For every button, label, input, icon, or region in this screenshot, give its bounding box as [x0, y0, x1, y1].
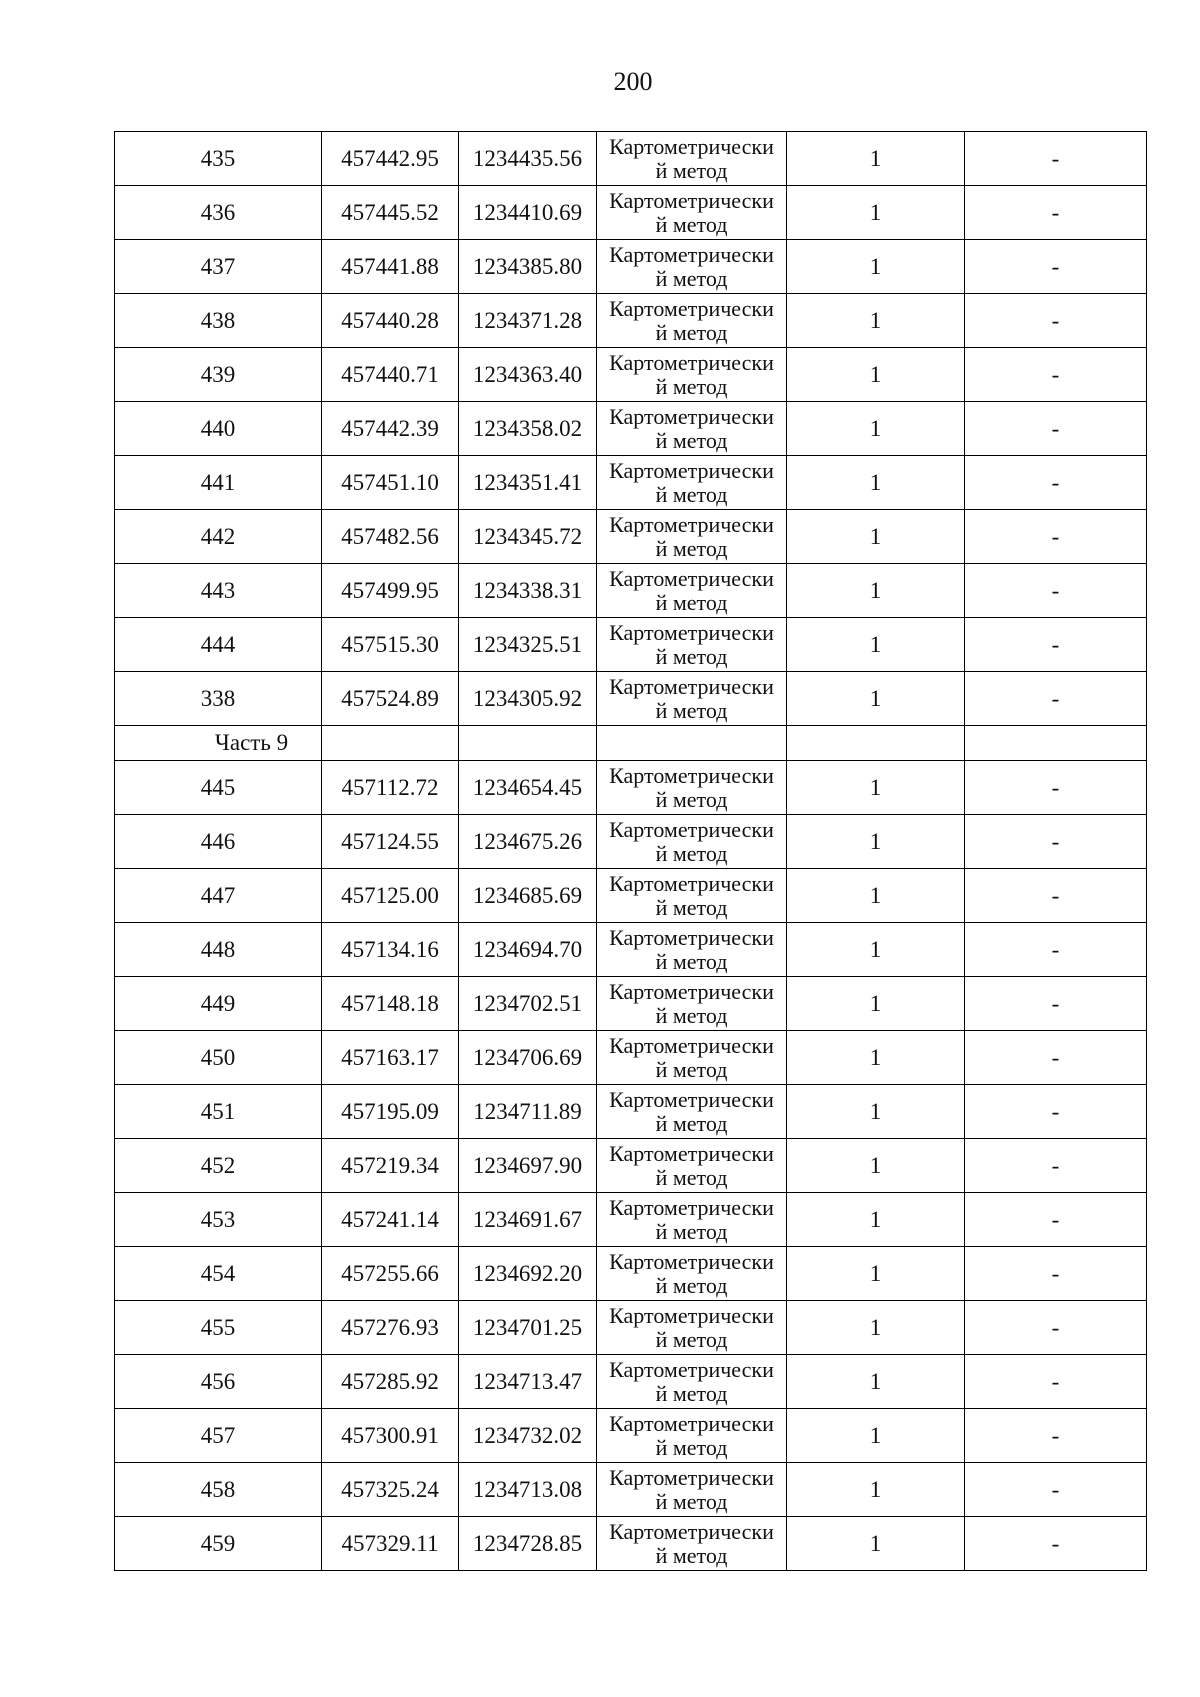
- point-number-cell: 443: [115, 564, 322, 618]
- method-cell: [597, 1139, 787, 1193]
- note-cell: -: [965, 186, 1147, 240]
- note-cell: -: [965, 1031, 1147, 1085]
- table-row: [115, 869, 1147, 923]
- method-cell: [597, 618, 787, 672]
- accuracy-cell: 1: [787, 1031, 965, 1085]
- method-text-line: й метод: [655, 1542, 728, 1568]
- accuracy-cell: 1: [787, 923, 965, 977]
- accuracy-cell: 1: [787, 869, 965, 923]
- accuracy-cell: 1: [787, 132, 965, 186]
- accuracy-cell: 1: [787, 240, 965, 294]
- point-number-cell: 445: [115, 761, 322, 815]
- note-cell: -: [965, 564, 1147, 618]
- method-text-line: Картометрически: [609, 511, 774, 537]
- y-coordinate-cell: 1234654.45: [459, 761, 597, 815]
- point-number-cell: 454: [115, 1247, 322, 1301]
- method-text-line: Картометрически: [609, 1518, 774, 1544]
- method-cell: [597, 1301, 787, 1355]
- point-number-cell: 437: [115, 240, 322, 294]
- method-text-line: й метод: [655, 211, 728, 237]
- table-row: [115, 1085, 1147, 1139]
- accuracy-cell: 1: [787, 1517, 965, 1571]
- method-text-line: й метод: [655, 1002, 728, 1028]
- method-text-line: Картометрически: [609, 978, 774, 1004]
- note-cell: -: [965, 1517, 1147, 1571]
- accuracy-cell: 1: [787, 1139, 965, 1193]
- method-cell: [597, 1085, 787, 1139]
- accuracy-cell: 1: [787, 1085, 965, 1139]
- x-coordinate-cell: 457441.88: [322, 240, 459, 294]
- method-text-line: Картометрически: [609, 1464, 774, 1490]
- method-text-line: й метод: [655, 1272, 728, 1298]
- accuracy-cell: 1: [787, 564, 965, 618]
- table-row: [115, 1409, 1147, 1463]
- point-number-cell: 449: [115, 977, 322, 1031]
- x-coordinate-cell: 457482.56: [322, 510, 459, 564]
- method-text-line: й метод: [655, 427, 728, 453]
- note-cell: -: [965, 1085, 1147, 1139]
- x-coordinate-cell: 457325.24: [322, 1463, 459, 1517]
- method-text-line: Картометрически: [609, 1248, 774, 1274]
- table-row: [115, 672, 1147, 726]
- method-text-line: й метод: [655, 1110, 728, 1136]
- method-cell: [597, 294, 787, 348]
- x-coordinate-cell: 457134.16: [322, 923, 459, 977]
- method-cell: [597, 923, 787, 977]
- accuracy-cell: 1: [787, 977, 965, 1031]
- coordinates-table-body: [115, 132, 1147, 1571]
- x-coordinate-cell: 457524.89: [322, 672, 459, 726]
- point-number-cell: 451: [115, 1085, 322, 1139]
- point-number-cell: 436: [115, 186, 322, 240]
- y-coordinate-cell: 1234701.25: [459, 1301, 597, 1355]
- y-coordinate-cell: 1234685.69: [459, 869, 597, 923]
- table-row: [115, 761, 1147, 815]
- x-coordinate-cell: 457125.00: [322, 869, 459, 923]
- point-number-cell: 338: [115, 672, 322, 726]
- method-cell: [597, 564, 787, 618]
- note-cell: -: [965, 1193, 1147, 1247]
- table-row: [115, 186, 1147, 240]
- note-cell: -: [965, 869, 1147, 923]
- page-number: 200: [613, 67, 653, 96]
- x-coordinate-cell: 457442.95: [322, 132, 459, 186]
- note-cell: -: [965, 132, 1147, 186]
- table-row: [115, 923, 1147, 977]
- y-coordinate-cell: 1234338.31: [459, 564, 597, 618]
- method-text-line: Картометрически: [609, 816, 774, 842]
- x-coordinate-cell: 457442.39: [322, 402, 459, 456]
- table-row: [115, 1193, 1147, 1247]
- empty-cell: [597, 726, 787, 761]
- point-number-cell: 459: [115, 1517, 322, 1571]
- table-row: [115, 294, 1147, 348]
- point-number-cell: 440: [115, 402, 322, 456]
- x-coordinate-cell: 457124.55: [322, 815, 459, 869]
- x-coordinate-cell: 457112.72: [322, 761, 459, 815]
- method-text-line: й метод: [655, 1488, 728, 1514]
- y-coordinate-cell: 1234697.90: [459, 1139, 597, 1193]
- table-row: [115, 618, 1147, 672]
- x-coordinate-cell: 457440.71: [322, 348, 459, 402]
- y-coordinate-cell: 1234706.69: [459, 1031, 597, 1085]
- method-text-line: й метод: [655, 840, 728, 866]
- accuracy-cell: 1: [787, 456, 965, 510]
- note-cell: -: [965, 402, 1147, 456]
- method-text-line: Картометрически: [609, 762, 774, 788]
- y-coordinate-cell: 1234728.85: [459, 1517, 597, 1571]
- method-text-line: й метод: [655, 589, 728, 615]
- note-cell: -: [965, 672, 1147, 726]
- x-coordinate-cell: 457329.11: [322, 1517, 459, 1571]
- method-cell: [597, 1031, 787, 1085]
- method-cell: [597, 1463, 787, 1517]
- point-number-cell: 450: [115, 1031, 322, 1085]
- coordinates-table: [114, 131, 1147, 1571]
- point-number-cell: 446: [115, 815, 322, 869]
- table-row: [115, 1247, 1147, 1301]
- y-coordinate-cell: 1234410.69: [459, 186, 597, 240]
- table-row: [115, 348, 1147, 402]
- accuracy-cell: 1: [787, 348, 965, 402]
- section-label: Часть 9: [115, 726, 322, 761]
- point-number-cell: 456: [115, 1355, 322, 1409]
- method-text-line: Картометрически: [609, 1032, 774, 1058]
- method-text-line: й метод: [655, 157, 728, 183]
- note-cell: -: [965, 456, 1147, 510]
- method-text-line: й метод: [655, 1056, 728, 1082]
- y-coordinate-cell: 1234305.92: [459, 672, 597, 726]
- accuracy-cell: 1: [787, 1355, 965, 1409]
- method-text-line: й метод: [655, 481, 728, 507]
- point-number-cell: 438: [115, 294, 322, 348]
- table-row: [115, 1463, 1147, 1517]
- method-text-line: Картометрически: [609, 1194, 774, 1220]
- method-text-line: Картометрически: [609, 295, 774, 321]
- accuracy-cell: 1: [787, 1409, 965, 1463]
- accuracy-cell: 1: [787, 1463, 965, 1517]
- note-cell: -: [965, 977, 1147, 1031]
- method-cell: [597, 1517, 787, 1571]
- table-row: [115, 1031, 1147, 1085]
- note-cell: -: [965, 240, 1147, 294]
- x-coordinate-cell: 457163.17: [322, 1031, 459, 1085]
- method-cell: [597, 977, 787, 1031]
- y-coordinate-cell: 1234732.02: [459, 1409, 597, 1463]
- accuracy-cell: 1: [787, 1193, 965, 1247]
- note-cell: -: [965, 1247, 1147, 1301]
- note-cell: -: [965, 348, 1147, 402]
- y-coordinate-cell: 1234358.02: [459, 402, 597, 456]
- method-text-line: й метод: [655, 948, 728, 974]
- x-coordinate-cell: 457241.14: [322, 1193, 459, 1247]
- note-cell: -: [965, 923, 1147, 977]
- accuracy-cell: 1: [787, 186, 965, 240]
- method-text-line: Картометрически: [609, 457, 774, 483]
- method-text-line: Картометрически: [609, 1302, 774, 1328]
- method-text-line: й метод: [655, 894, 728, 920]
- method-cell: [597, 348, 787, 402]
- point-number-cell: 442: [115, 510, 322, 564]
- method-text-line: й метод: [655, 786, 728, 812]
- method-cell: [597, 510, 787, 564]
- table-row: [115, 1301, 1147, 1355]
- point-number-cell: 448: [115, 923, 322, 977]
- method-text-line: Картометрически: [609, 619, 774, 645]
- y-coordinate-cell: 1234371.28: [459, 294, 597, 348]
- method-cell: [597, 869, 787, 923]
- y-coordinate-cell: 1234385.80: [459, 240, 597, 294]
- note-cell: -: [965, 1139, 1147, 1193]
- point-number-cell: 444: [115, 618, 322, 672]
- x-coordinate-cell: 457440.28: [322, 294, 459, 348]
- table-row: [115, 132, 1147, 186]
- point-number-cell: 455: [115, 1301, 322, 1355]
- point-number-cell: 452: [115, 1139, 322, 1193]
- table-row: [115, 456, 1147, 510]
- table-row: [115, 1355, 1147, 1409]
- accuracy-cell: 1: [787, 294, 965, 348]
- table-row: [115, 977, 1147, 1031]
- y-coordinate-cell: 1234325.51: [459, 618, 597, 672]
- method-text-line: й метод: [655, 265, 728, 291]
- accuracy-cell: 1: [787, 1247, 965, 1301]
- method-text-line: Картометрически: [609, 673, 774, 699]
- method-cell: [597, 132, 787, 186]
- method-text-line: Картометрически: [609, 870, 774, 896]
- note-cell: -: [965, 1409, 1147, 1463]
- method-text-line: й метод: [655, 1164, 728, 1190]
- point-number-cell: 457: [115, 1409, 322, 1463]
- table-row: [115, 815, 1147, 869]
- method-text-line: й метод: [655, 697, 728, 723]
- method-text-line: й метод: [655, 319, 728, 345]
- note-cell: -: [965, 1355, 1147, 1409]
- x-coordinate-cell: 457300.91: [322, 1409, 459, 1463]
- method-text-line: й метод: [655, 1380, 728, 1406]
- table-row: [115, 1139, 1147, 1193]
- accuracy-cell: 1: [787, 402, 965, 456]
- method-text-line: Картометрически: [609, 349, 774, 375]
- method-text-line: й метод: [655, 1218, 728, 1244]
- x-coordinate-cell: 457285.92: [322, 1355, 459, 1409]
- x-coordinate-cell: 457276.93: [322, 1301, 459, 1355]
- method-text-line: Картометрически: [609, 403, 774, 429]
- table-row: [115, 564, 1147, 618]
- y-coordinate-cell: 1234691.67: [459, 1193, 597, 1247]
- method-text-line: Картометрически: [609, 187, 774, 213]
- empty-cell: [459, 726, 597, 761]
- point-number-cell: 435: [115, 132, 322, 186]
- point-number-cell: 441: [115, 456, 322, 510]
- y-coordinate-cell: 1234675.26: [459, 815, 597, 869]
- method-cell: [597, 672, 787, 726]
- accuracy-cell: 1: [787, 510, 965, 564]
- note-cell: -: [965, 1463, 1147, 1517]
- y-coordinate-cell: 1234435.56: [459, 132, 597, 186]
- accuracy-cell: 1: [787, 815, 965, 869]
- x-coordinate-cell: 457515.30: [322, 618, 459, 672]
- method-text-line: Картометрически: [609, 1140, 774, 1166]
- method-text-line: Картометрически: [609, 924, 774, 950]
- method-cell: [597, 456, 787, 510]
- method-text-line: й метод: [655, 373, 728, 399]
- x-coordinate-cell: 457499.95: [322, 564, 459, 618]
- accuracy-cell: 1: [787, 1301, 965, 1355]
- note-cell: -: [965, 1301, 1147, 1355]
- method-cell: [597, 402, 787, 456]
- method-cell: [597, 186, 787, 240]
- y-coordinate-cell: 1234692.20: [459, 1247, 597, 1301]
- note-cell: -: [965, 510, 1147, 564]
- method-cell: [597, 1193, 787, 1247]
- method-text-line: й метод: [655, 643, 728, 669]
- accuracy-cell: 1: [787, 618, 965, 672]
- x-coordinate-cell: 457445.52: [322, 186, 459, 240]
- point-number-cell: 447: [115, 869, 322, 923]
- section-header-row: [115, 726, 1147, 761]
- method-text-line: Картометрически: [609, 1410, 774, 1436]
- note-cell: -: [965, 761, 1147, 815]
- x-coordinate-cell: 457148.18: [322, 977, 459, 1031]
- y-coordinate-cell: 1234345.72: [459, 510, 597, 564]
- method-text-line: Картометрически: [609, 1086, 774, 1112]
- note-cell: -: [965, 294, 1147, 348]
- method-cell: [597, 1355, 787, 1409]
- x-coordinate-cell: 457255.66: [322, 1247, 459, 1301]
- method-cell: [597, 1409, 787, 1463]
- method-text-line: Картометрически: [609, 133, 774, 159]
- x-coordinate-cell: 457219.34: [322, 1139, 459, 1193]
- empty-cell: [787, 726, 965, 761]
- table-row: [115, 240, 1147, 294]
- note-cell: -: [965, 815, 1147, 869]
- method-text-line: Картометрически: [609, 565, 774, 591]
- y-coordinate-cell: 1234713.47: [459, 1355, 597, 1409]
- y-coordinate-cell: 1234713.08: [459, 1463, 597, 1517]
- method-cell: [597, 1247, 787, 1301]
- y-coordinate-cell: 1234694.70: [459, 923, 597, 977]
- x-coordinate-cell: 457195.09: [322, 1085, 459, 1139]
- point-number-cell: 439: [115, 348, 322, 402]
- point-number-cell: 453: [115, 1193, 322, 1247]
- method-text-line: Картометрически: [609, 241, 774, 267]
- method-text-line: Картометрически: [609, 1356, 774, 1382]
- table-row: [115, 510, 1147, 564]
- y-coordinate-cell: 1234351.41: [459, 456, 597, 510]
- x-coordinate-cell: 457451.10: [322, 456, 459, 510]
- point-number-cell: 458: [115, 1463, 322, 1517]
- accuracy-cell: 1: [787, 672, 965, 726]
- empty-cell: [322, 726, 459, 761]
- table-row: [115, 1517, 1147, 1571]
- method-cell: [597, 761, 787, 815]
- method-cell: [597, 815, 787, 869]
- y-coordinate-cell: 1234702.51: [459, 977, 597, 1031]
- note-cell: -: [965, 618, 1147, 672]
- y-coordinate-cell: 1234363.40: [459, 348, 597, 402]
- empty-cell: [965, 726, 1147, 761]
- method-text-line: й метод: [655, 1434, 728, 1460]
- table-row: [115, 402, 1147, 456]
- method-text-line: й метод: [655, 1326, 728, 1352]
- accuracy-cell: 1: [787, 761, 965, 815]
- y-coordinate-cell: 1234711.89: [459, 1085, 597, 1139]
- method-cell: [597, 240, 787, 294]
- method-text-line: й метод: [655, 535, 728, 561]
